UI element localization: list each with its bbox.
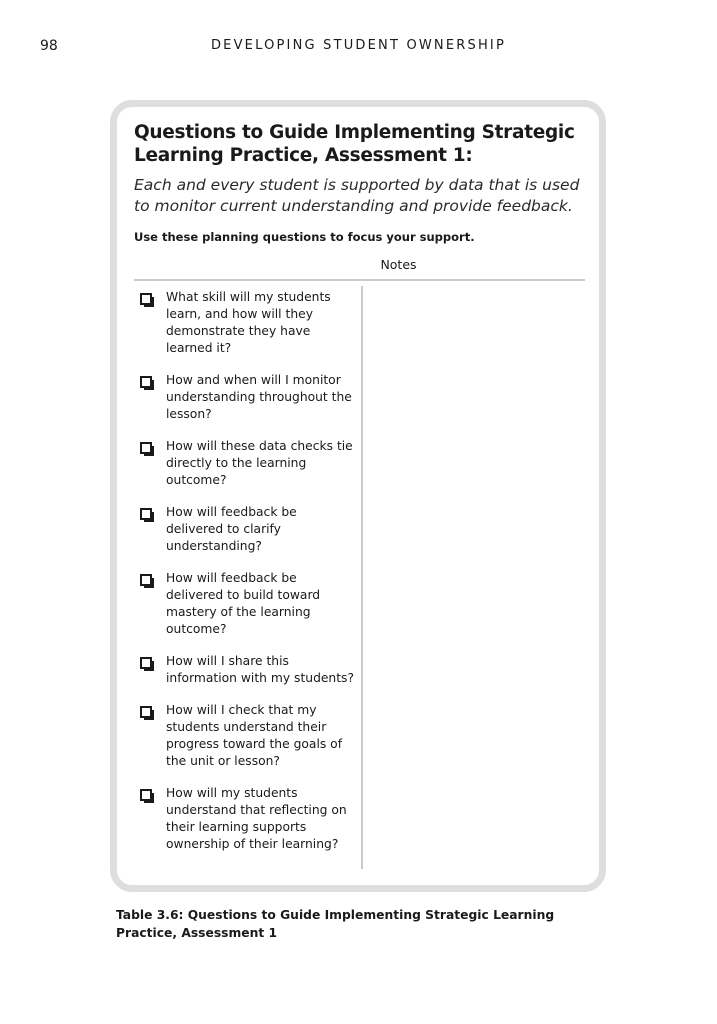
question-text: How will these data checks tie directly to the learning outcome? <box>166 439 353 487</box>
checkbox-icon[interactable] <box>140 789 152 801</box>
checkbox-icon[interactable] <box>140 508 152 520</box>
running-header: DEVELOPING STUDENT OWNERSHIP <box>210 38 507 53</box>
question-text: How will my students understand that reflecting on their learning supports ownership of their learning? <box>166 786 347 851</box>
question-text: How will feedback be delivered to build toward mastery of the learning outcome? <box>166 571 321 636</box>
header-divider <box>134 279 585 281</box>
table-caption: Table 3.6: Questions to Guide Implementing Strategic Learning Practice, Assessment 1 <box>116 908 555 940</box>
instruction-text: Use these planning questions to focus your support. <box>134 230 475 244</box>
question-item <box>140 653 355 687</box>
checkbox-icon[interactable] <box>140 657 152 669</box>
checkbox-icon[interactable] <box>140 442 152 454</box>
box-title: Questions to Guide Implementing Strategic Learning Practice, Assessment 1: <box>134 122 575 166</box>
question-text: How will I check that my students understand their progress toward the goals of the unit or lesson? <box>166 703 343 768</box>
checkbox-icon[interactable] <box>140 706 152 718</box>
question-item <box>140 570 355 638</box>
question-text: How and when will I monitor understanding throughout the lesson? <box>166 373 352 421</box>
question-item <box>140 702 355 770</box>
question-item <box>140 289 355 357</box>
column-divider <box>361 286 363 869</box>
question-list <box>140 289 355 868</box>
question-text: What skill will my students learn, and how will they demonstrate they have learned it? <box>166 290 331 355</box>
notes-column-header: Notes <box>380 257 417 272</box>
checkbox-icon[interactable] <box>140 376 152 388</box>
question-item <box>140 504 355 555</box>
question-item <box>140 785 355 853</box>
question-item <box>140 372 355 423</box>
question-text: How will feedback be delivered to clarify understanding? <box>166 505 297 553</box>
question-item <box>140 438 355 489</box>
guide-box <box>110 100 606 892</box>
checkbox-icon[interactable] <box>140 293 152 305</box>
page-number: 98 <box>40 38 58 54</box>
box-subtitle: Each and every student is supported by data that is used to monitor current understanding and provide feedback. <box>134 176 580 215</box>
checkbox-icon[interactable] <box>140 574 152 586</box>
question-text: How will I share this information with my students? <box>166 654 354 685</box>
